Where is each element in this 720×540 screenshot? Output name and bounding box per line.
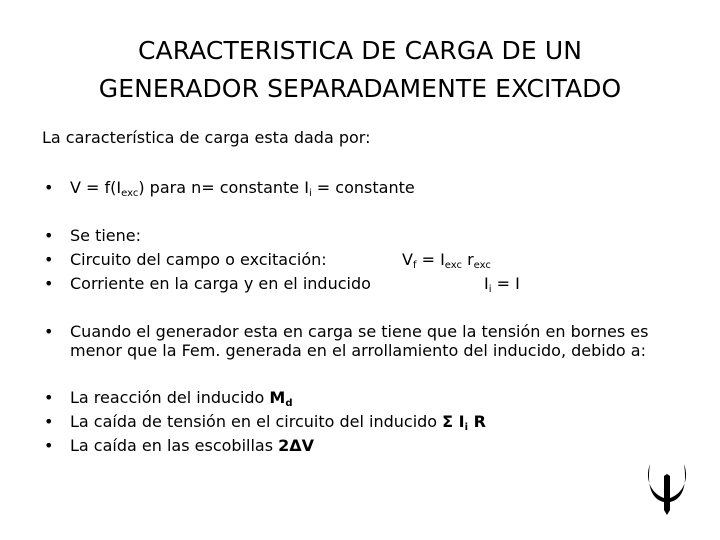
intro-text: La característica de carga esta dada por:	[42, 128, 371, 147]
cause-1-text: La reacción del inducido $M_d$	[70, 388, 293, 409]
bullet-dot: •	[44, 436, 54, 455]
bullet-dot: •	[44, 388, 54, 407]
cause-2-text: La caída de tensión en el circuito del inducido Σ $I_i$ R	[70, 412, 486, 433]
psi-logo-icon	[646, 462, 688, 516]
formula-text: $V = f(I_{exc})$ para n= constante $I_i$ = constante	[70, 178, 415, 199]
bullet-dot: •	[44, 274, 54, 293]
paragraph-text: Cuando el generador esta en carga se tiene que la tensión en bornes es menor que la Fem. generada en el arrollamiento del inducido, debido a:	[70, 322, 649, 360]
slide-title	[0, 32, 720, 108]
bullet-dot: •	[44, 178, 54, 197]
title-line-1: CARACTERISTICA DE CARGA DE UN	[137, 36, 583, 65]
list-item-text: Corriente en la carga y en el inducido	[70, 274, 371, 293]
cause-3-text: La caída en las escobillas 2ΔV	[70, 436, 315, 455]
current-equation: $I_i = I$	[484, 274, 520, 295]
bullet-dot: •	[44, 322, 54, 341]
bullet-dot: •	[44, 412, 54, 431]
field-equation: $V_f = I_{exc}$ $r_{exc}$	[402, 250, 491, 271]
list-item-text: Circuito del campo o excitación:	[70, 250, 327, 269]
bullet-dot: •	[44, 226, 54, 245]
bullet-dot: •	[44, 250, 54, 269]
title-line-2: GENERADOR SEPARADAMENTE EXCITADO	[98, 74, 622, 103]
list-item-text: Se tiene:	[70, 226, 142, 245]
